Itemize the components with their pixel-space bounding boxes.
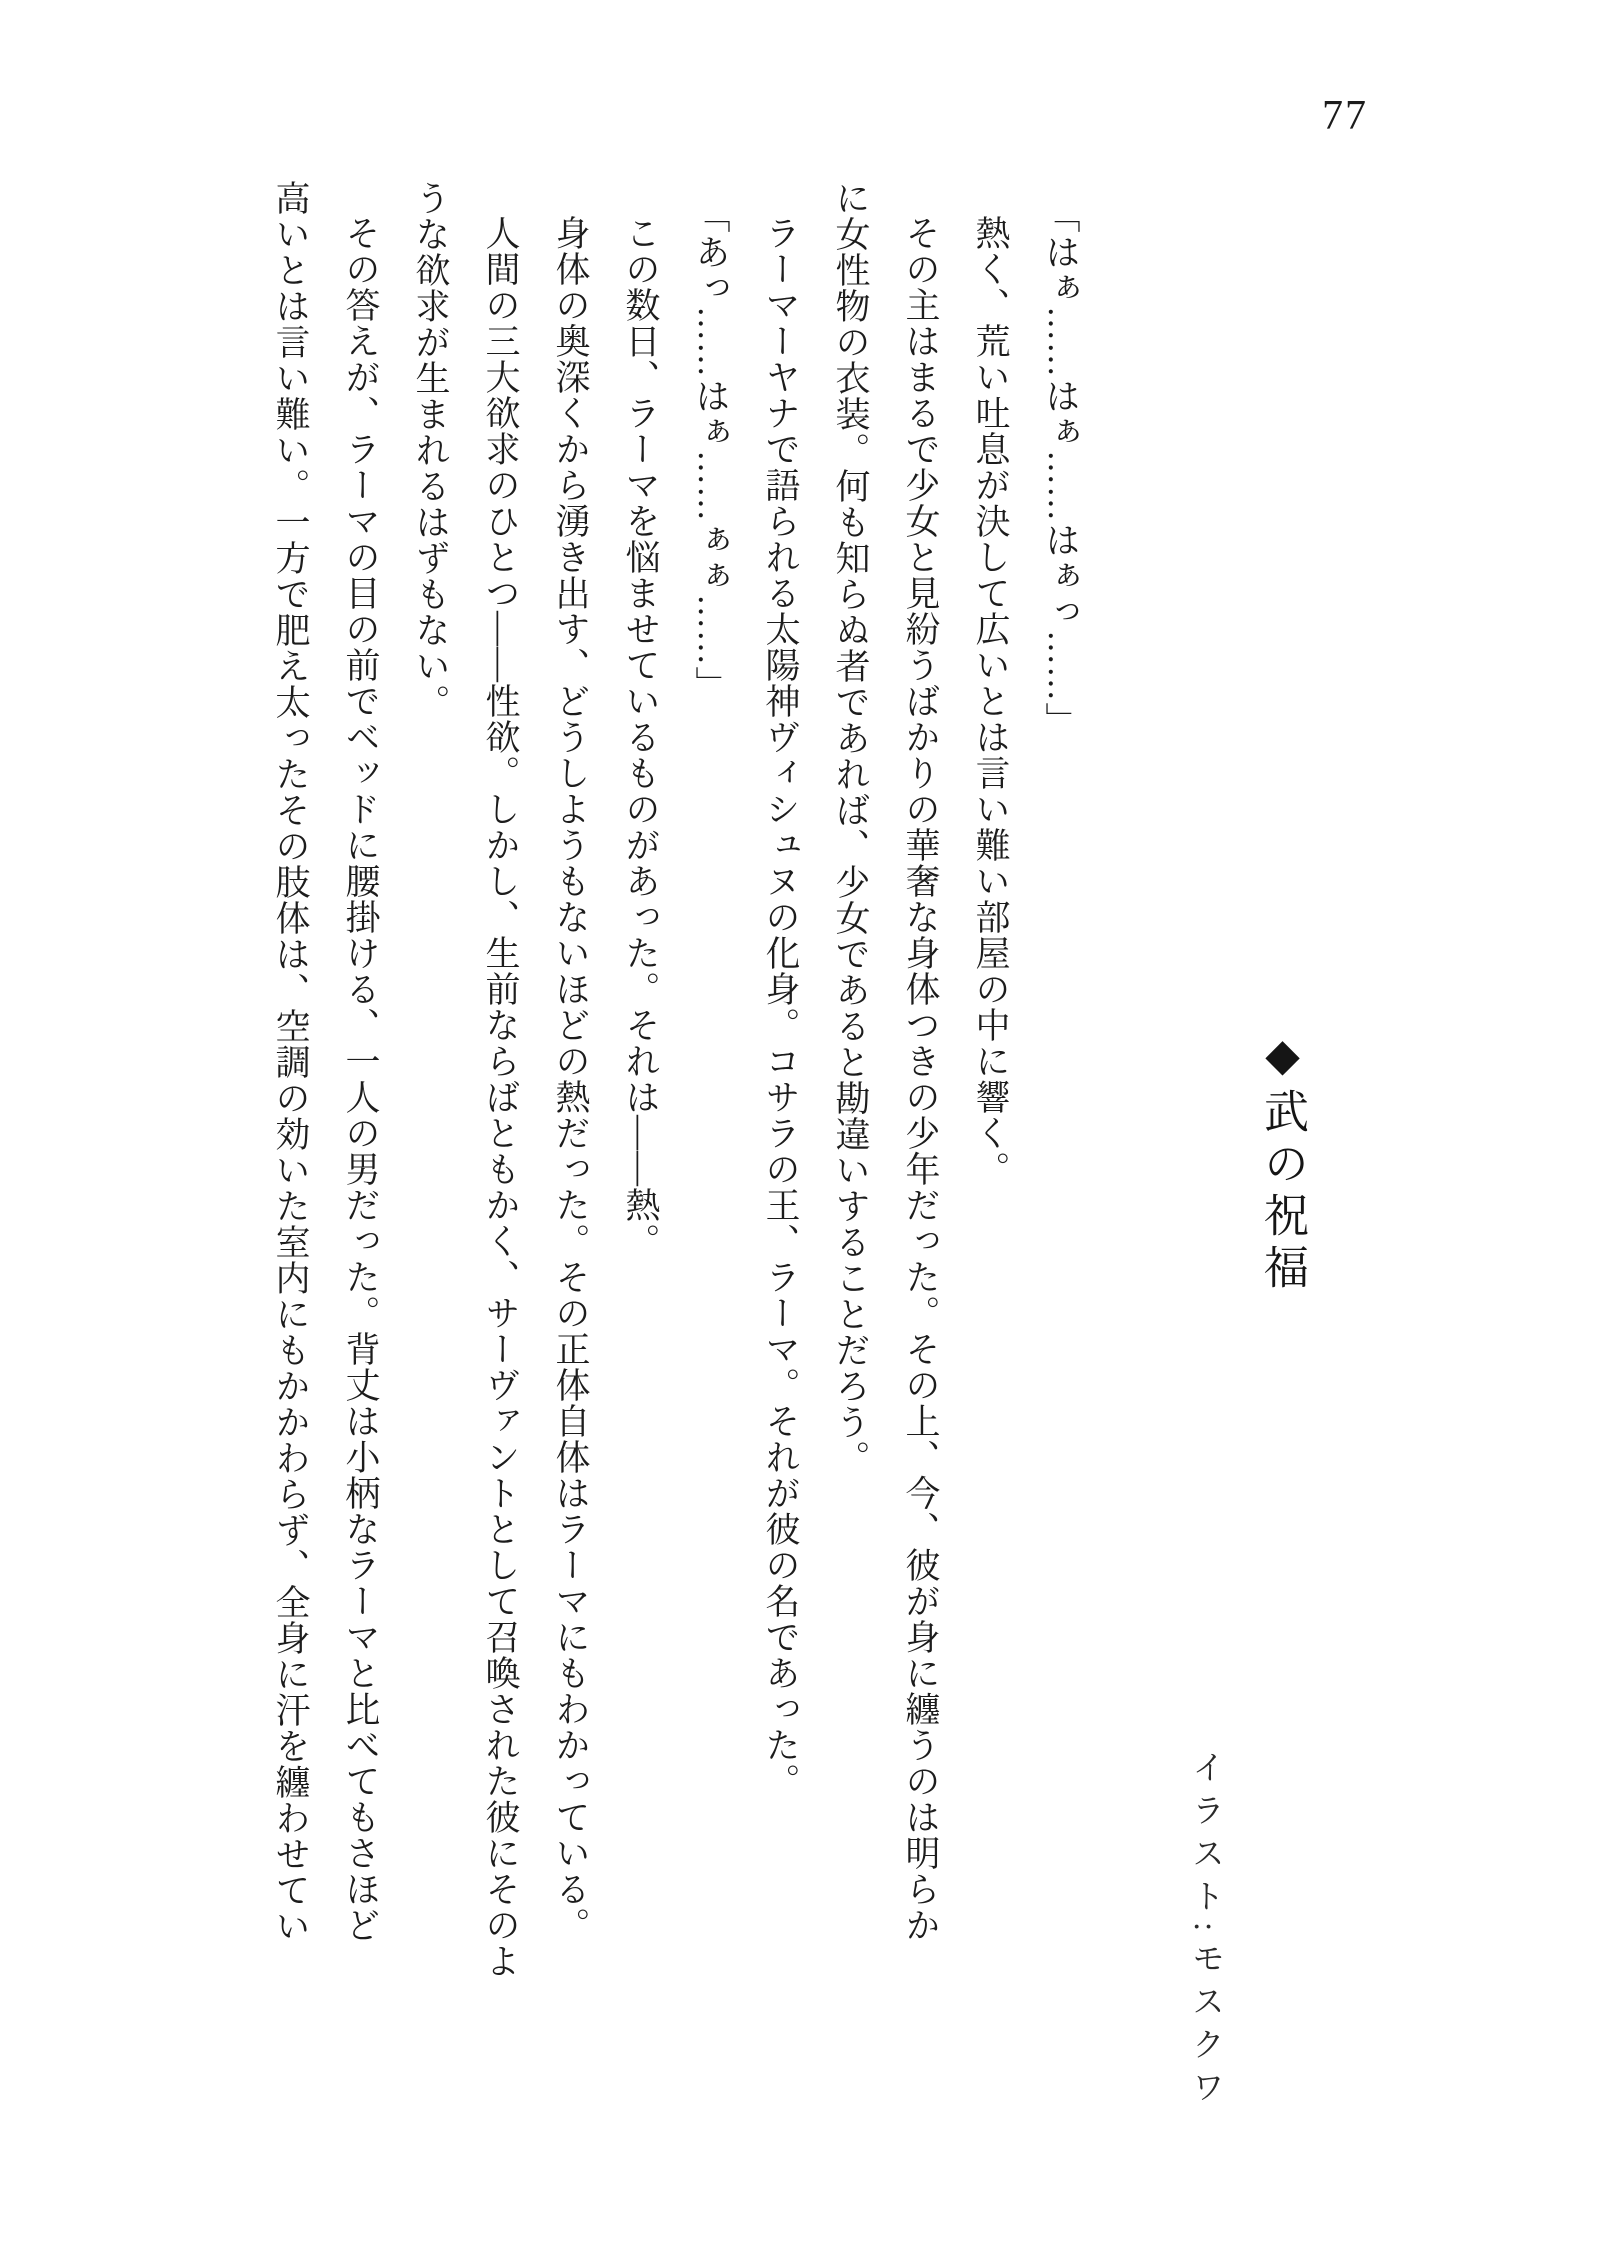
body-text bbox=[255, 180, 1095, 2050]
text-column: 身体の奥深くから湧き出す、どうしようもないほどの熱だった。その正体自体はラーマにもわかっている。 bbox=[551, 215, 590, 1943]
section-title bbox=[1250, 1028, 1314, 1296]
text-column: 「あっ……はぁ……ぁぁ……」 bbox=[691, 197, 730, 702]
text-column: その答えが、ラーマの目の前でベッドに腰掛ける、一人の男だった。背丈は小柄なラーマと比べてもさほど bbox=[341, 215, 380, 1943]
text-column: うな欲求が生まれるはずもない。 bbox=[411, 180, 450, 720]
text-column: 「はぁ……はぁ……はぁっ……」 bbox=[1041, 197, 1080, 738]
diamond-icon: ◆ bbox=[1257, 1028, 1307, 1088]
section-title-text: 武の祝福 bbox=[1257, 1088, 1307, 1296]
text-column: その主はまるで少女と見紛うばかりの華奢な身体つきの少年だった。その上、今、彼が身に纏うのは明らか bbox=[901, 215, 940, 1943]
text-column: に女性物の衣装。何も知らぬ者であれば、少女であると勘違いすることだろう。 bbox=[831, 180, 870, 1476]
illustrator-credit: イラスト:モスクワ bbox=[1187, 1750, 1223, 2114]
text-column: この数日、ラーマを悩ませているものがあった。それは――熱。 bbox=[621, 215, 660, 1259]
text-column: 高いとは言い難い。一方で肥え太ったその肢体は、空調の効いた室内にもかかわらず、全身に汗を纏わせてい bbox=[271, 180, 310, 1944]
page-number: 77 bbox=[1322, 93, 1368, 139]
text-column: ラーマーヤナで語られる太陽神ヴィシュヌの化身。コサラの王、ラーマ。それが彼の名であった。 bbox=[761, 215, 800, 1799]
text-column: 熱く、荒い吐息が決して広いとは言い難い部屋の中に響く。 bbox=[971, 215, 1010, 1187]
text-column: 人間の三大欲求のひとつ――性欲。しかし、生前ならばともかく、サーヴァントとして召喚された彼にそのよ bbox=[481, 215, 520, 1979]
